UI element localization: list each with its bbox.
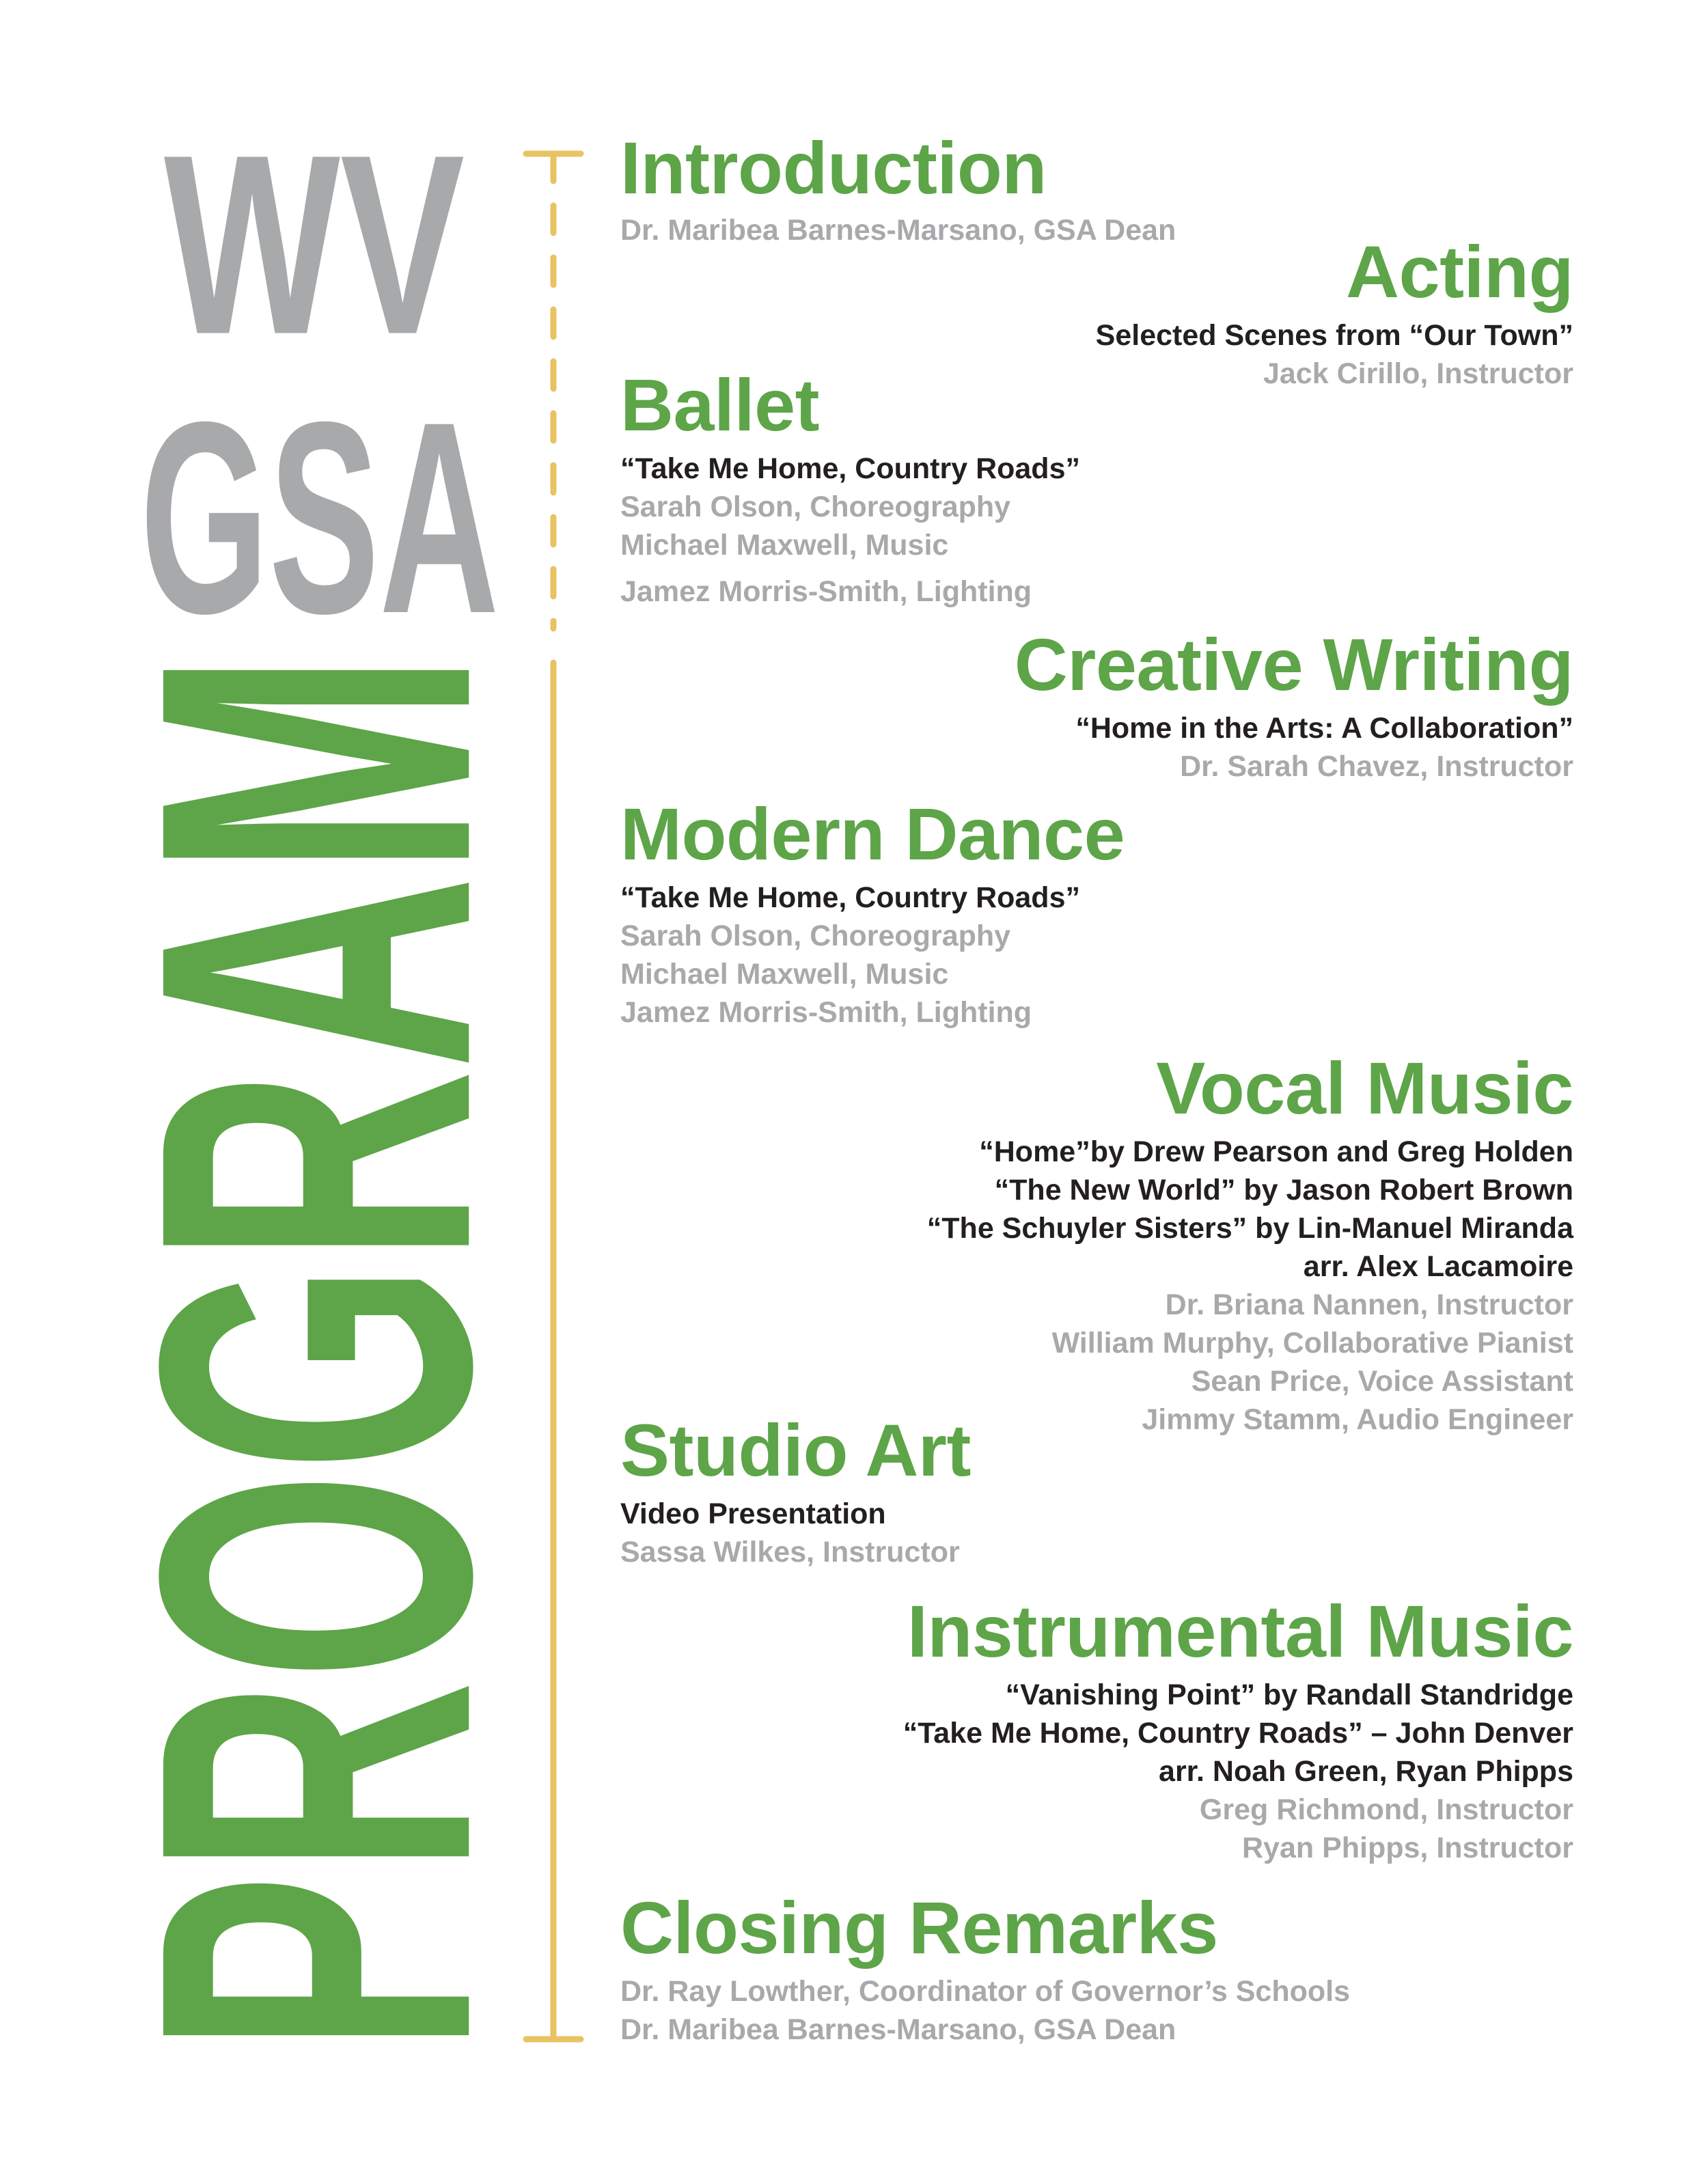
title-program-text: PROGRAM [69, 652, 564, 2054]
section-introduction [620, 128, 1176, 249]
section-heading: Ballet [620, 363, 820, 446]
work-line: “The Schuyler Sisters” by Lin-Manuel Miranda [926, 1211, 1573, 1245]
credit-line: Dr. Sarah Chavez, Instructor [1180, 749, 1573, 783]
work-line: Selected Scenes from “Our Town” [1095, 318, 1573, 352]
title-wv-text: WV [163, 102, 465, 389]
work-line: “Home in the Arts: A Collaboration” [1075, 711, 1573, 745]
section-modern-dance [620, 792, 1125, 1032]
credit-line: William Murphy, Collaborative Pianist [1051, 1326, 1573, 1359]
credit-line: Dr. Ray Lowther, Coordinator of Governor’s Schools [620, 1974, 1350, 2008]
credit-line: Greg Richmond, Instructor [1199, 1793, 1573, 1826]
credit-line: Sarah Olson, Choreography [620, 490, 1011, 523]
section-heading: Creative Writing [1014, 623, 1573, 706]
section-ballet [620, 365, 1080, 611]
credit-line: Michael Maxwell, Music [620, 957, 949, 991]
section-acting [1096, 232, 1573, 393]
section-creative-writing [1015, 625, 1573, 786]
work-line: Video Presentation [620, 1497, 886, 1530]
section-heading: Vocal Music [1156, 1047, 1573, 1129]
work-line: arr. Alex Lacamoire [1303, 1249, 1573, 1283]
credit-line: Jamez Morris-Smith, Lighting [620, 995, 1032, 1029]
title-gsa-text: GSA [139, 366, 499, 671]
credit-line: Sassa Wilkes, Instructor [620, 1535, 960, 1569]
timeline [519, 143, 601, 2056]
credit-line: Dr. Briana Nannen, Instructor [1165, 1288, 1573, 1321]
title-gsa [139, 366, 499, 671]
credit-line: Dr. Maribea Barnes-Marsano, GSA Dean [620, 2013, 1176, 2046]
section-instrumental-music [903, 1592, 1573, 1867]
work-line: “Take Me Home, Country Roads” [620, 452, 1080, 485]
credit-line: Sean Price, Voice Assistant [1191, 1364, 1573, 1398]
credit-line: Jack Cirillo, Instructor [1263, 357, 1573, 390]
section-heading: Modern Dance [620, 792, 1125, 875]
section-heading: Acting [1346, 230, 1573, 313]
section-studio-art [620, 1411, 971, 1571]
title-program [69, 652, 564, 2054]
work-line: “Vanishing Point” by Randall Standridge [1005, 1678, 1573, 1711]
section-closing-remarks [620, 1888, 1350, 2049]
section-heading: Introduction [620, 126, 1047, 209]
section-heading: Studio Art [620, 1409, 971, 1491]
title-wv [163, 102, 465, 389]
credit-line: Sarah Olson, Choreography [620, 919, 1011, 952]
credit-line: Michael Maxwell, Music [620, 528, 949, 562]
work-line: “The New World” by Jason Robert Brown [994, 1173, 1573, 1206]
work-line: arr. Noah Green, Ryan Phipps [1159, 1754, 1573, 1788]
credit-line: Ryan Phipps, Instructor [1241, 1831, 1573, 1864]
credit-line: Dr. Maribea Barnes-Marsano, GSA Dean [620, 213, 1176, 247]
section-heading: Closing Remarks [620, 1886, 1218, 1969]
work-line: “Take Me Home, Country Roads” – John Denver [903, 1716, 1573, 1750]
section-vocal-music [927, 1049, 1573, 1439]
work-line: “Take Me Home, Country Roads” [620, 881, 1080, 914]
section-heading: Instrumental Music [907, 1590, 1573, 1672]
credit-line: Jamez Morris-Smith, Lighting [620, 575, 1032, 608]
credit-line: Jimmy Stamm, Audio Engineer [1142, 1403, 1573, 1436]
work-line: “Home”by Drew Pearson and Greg Holden [979, 1135, 1573, 1168]
